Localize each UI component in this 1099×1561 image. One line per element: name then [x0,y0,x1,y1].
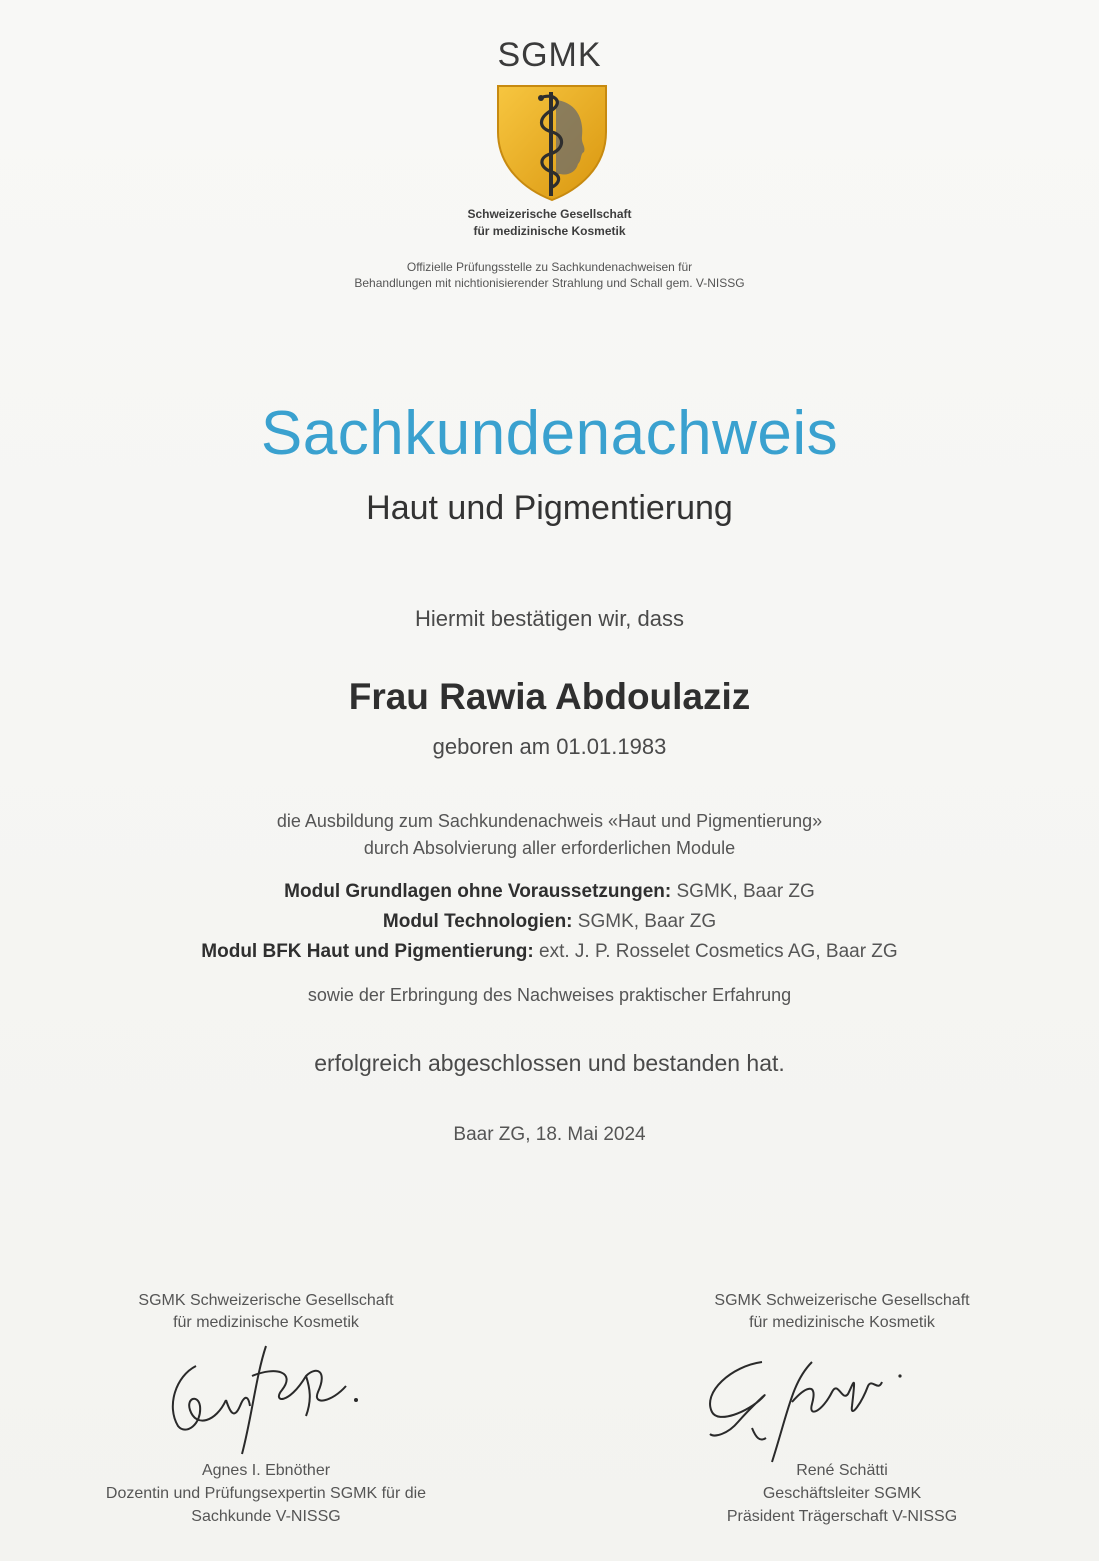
signature-block-left [56,1292,476,1542]
signature-org-line2: für medizinische Kosmetik [173,1314,359,1331]
module-row [0,911,1099,933]
place-date: Baar ZG, 18. Mai 2024 [453,1124,646,1145]
signer-role-left-line1: Dozentin und Prüfungsexpertin SGMK für die [105,1485,427,1502]
module-label: Modul Technologien: [382,911,573,932]
passed-text: erfolgreich abgeschlossen und bestanden hat. [314,1050,785,1076]
signature-org-line1: SGMK Schweizerische Gesellschaft [714,1292,970,1309]
module-row [0,941,1099,963]
handwritten-signature-left [156,1336,376,1456]
training-line1: die Ausbildung zum Sachkundenachweis «Haut und Pigmentierung» [276,811,823,831]
signer-name-left: Agnes I. Ebnöther [201,1462,331,1479]
signature-org-line2: für medizinische Kosmetik [749,1314,935,1331]
practice-text: sowie der Erbringung des Nachweises praktischer Erfahrung [307,985,792,1005]
module-value: ext. J. P. Rosselet Cosmetics AG, Baar ZG [539,941,898,962]
org-name-line1: Schweizerische Gesellschaft [467,207,632,221]
signer-role-right-line2: Präsident Trägerschaft V-NISSG [726,1508,958,1525]
module-label: Modul BFK Haut und Pigmentierung: [201,941,534,962]
official-line1: Offizielle Prüfungsstelle zu Sachkundenachweisen für [406,260,693,274]
official-line2: Behandlungen mit nichtionisierender Strahlung und Schall gem. V-NISSG [354,276,745,290]
certificate-subtitle: Haut und Pigmentierung [366,489,733,527]
module-value: SGMK, Baar ZG [577,911,717,932]
signature-block-right [632,1292,1052,1542]
module-label: Modul Grundlagen ohne Voraussetzungen: [284,881,672,902]
training-line2: durch Absolvierung aller erforderlichen Module [363,838,736,858]
signer-role-left-line2: Sachkunde V-NISSG [191,1508,341,1525]
caduceus-shield-icon [494,80,610,204]
signer-role-right-line1: Geschäftsleiter SGMK [762,1485,922,1502]
signature-org-line1: SGMK Schweizerische Gesellschaft [138,1292,394,1309]
birth-date: geboren am 01.01.1983 [432,734,667,759]
brand-wordmark: SGMK [497,36,602,74]
module-row [0,881,1099,903]
signer-name-right: René Schätti [796,1462,888,1479]
module-value: SGMK, Baar ZG [676,881,815,902]
org-name-line2: für medizinische Kosmetik [473,224,626,238]
certificate-title: Sachkundenachweis [260,399,839,468]
confirm-text: Hiermit bestätigen wir, dass [415,606,684,631]
recipient-name: Frau Rawia Abdoulaziz [348,676,751,717]
handwritten-signature-right [692,1342,922,1472]
